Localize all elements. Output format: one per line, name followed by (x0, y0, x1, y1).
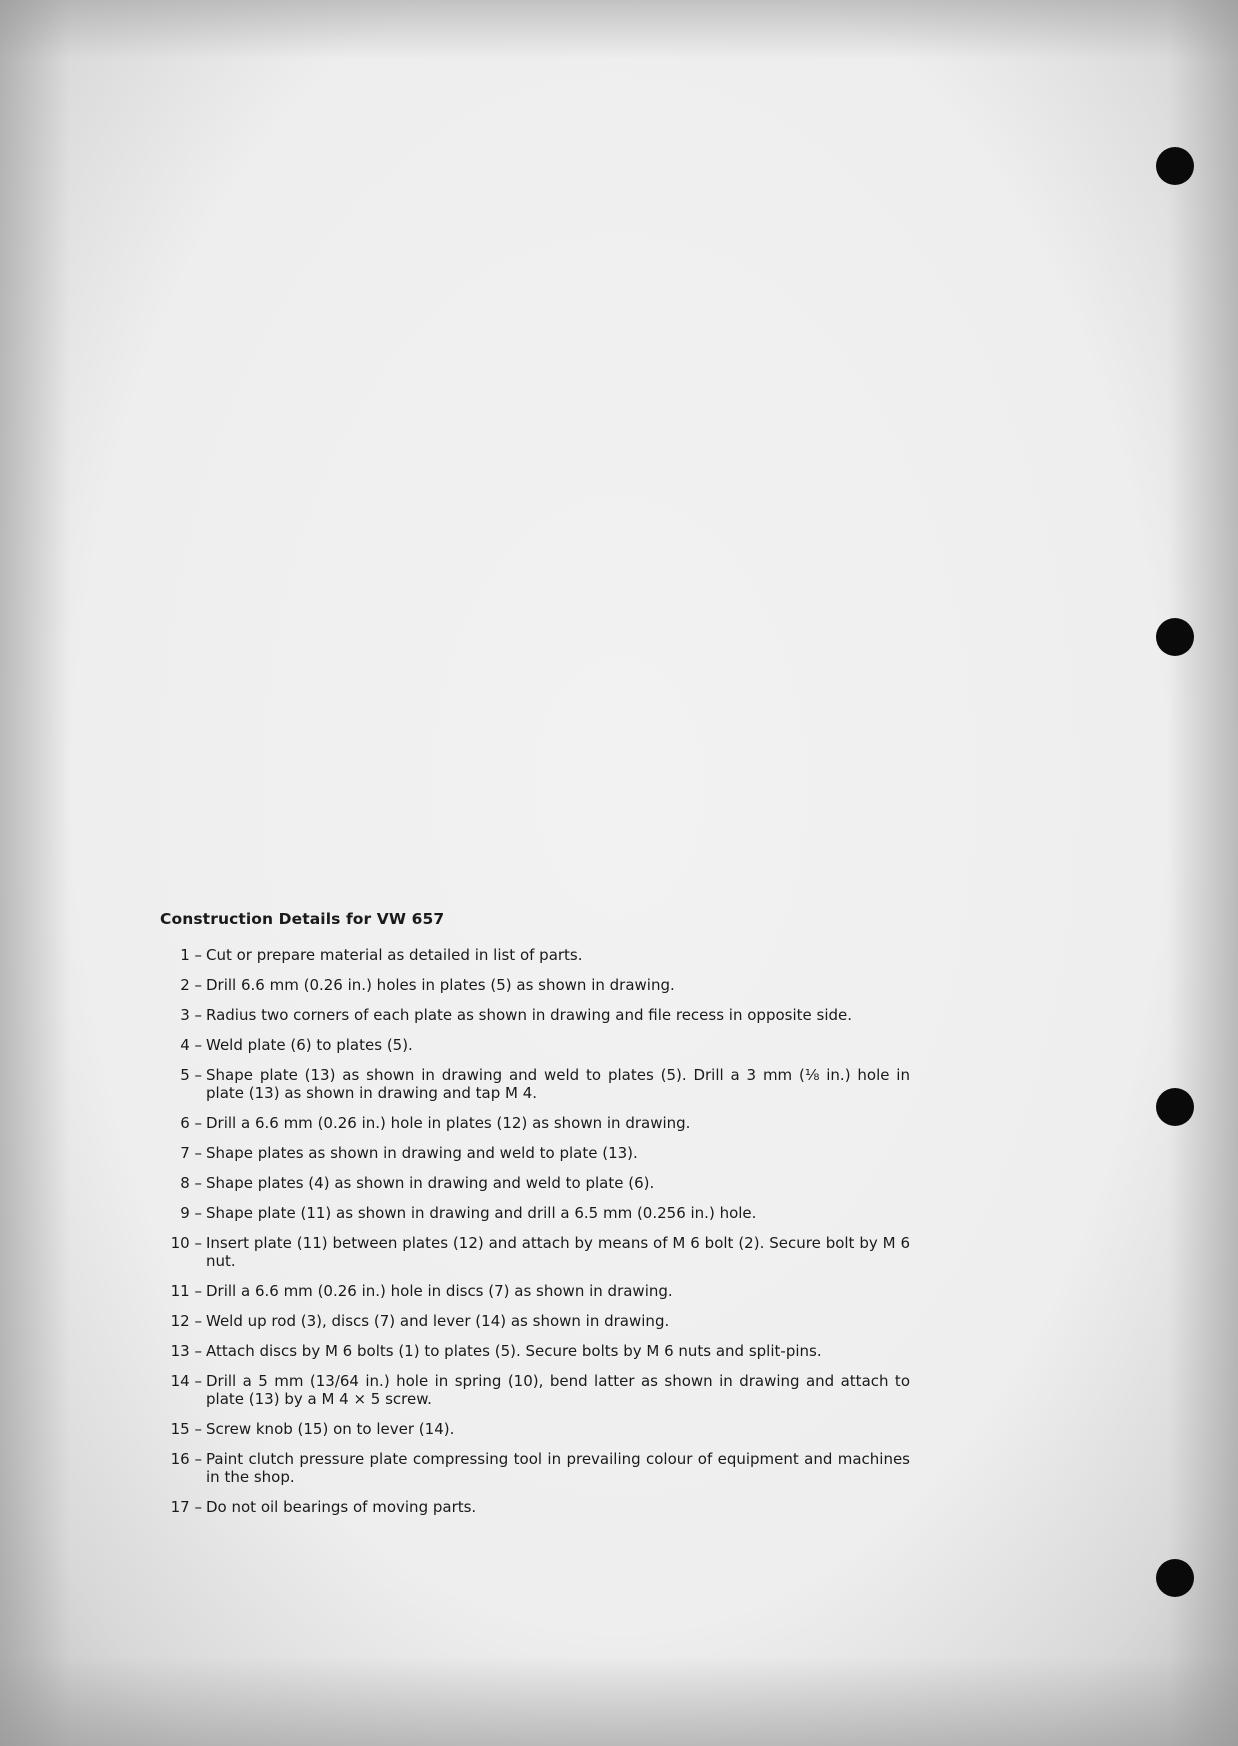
step-text: Radius two corners of each plate as shown in drawing and file recess in opposite side. (206, 1006, 853, 1024)
step-number: 4 – (180, 1036, 202, 1054)
step-text: Paint clutch pressure plate compressing tool in prevailing colour of equipment and machines in the shop. (206, 1450, 910, 1486)
step-item (160, 1312, 910, 1330)
punch-hole-icon (1156, 1559, 1194, 1597)
step-number: 9 – (180, 1204, 202, 1222)
step-text: Insert plate (11) between plates (12) and attach by means of M 6 bolt (2). Secure bolt by M 6 nut. (206, 1234, 910, 1270)
step-number: 3 – (180, 1006, 202, 1024)
step-text: Drill a 6.6 mm (0.26 in.) hole in discs (7) as shown in drawing. (206, 1282, 673, 1300)
step-text: Drill a 5 mm (13/64 in.) hole in spring (10), bend latter as shown in drawing and attach to plate (13) by a M 4 × 5 screw. (206, 1372, 910, 1408)
punch-hole-icon (1156, 618, 1194, 656)
step-item (160, 1144, 910, 1162)
punch-hole-icon (1156, 1088, 1194, 1126)
step-number: 13 – (170, 1342, 202, 1360)
step-text: Do not oil bearings of moving parts. (206, 1498, 477, 1516)
step-number: 1 – (180, 946, 202, 964)
step-number: 12 – (170, 1312, 202, 1330)
step-number: 5 – (180, 1066, 202, 1084)
step-item (160, 1498, 910, 1516)
step-text: Shape plate (13) as shown in drawing and weld to plates (5). Drill a 3 mm (⅛ in.) hole in plate (13) as shown in drawing and tap M 4. (206, 1066, 910, 1102)
step-number: 17 – (170, 1498, 202, 1516)
step-text: Drill a 6.6 mm (0.26 in.) hole in plates (12) as shown in drawing. (206, 1114, 691, 1132)
step-number: 10 – (170, 1234, 202, 1252)
step-item (160, 1066, 910, 1102)
step-number: 7 – (180, 1144, 202, 1162)
step-text: Weld plate (6) to plates (5). (206, 1036, 413, 1054)
step-text: Shape plate (11) as shown in drawing and drill a 6.5 mm (0.256 in.) hole. (206, 1204, 757, 1222)
step-item (160, 1450, 910, 1486)
section-heading: Construction Details for VW 657 (160, 910, 445, 928)
step-item (160, 976, 910, 994)
step-item (160, 1342, 910, 1360)
step-item (160, 946, 910, 964)
punch-hole-icon (1156, 147, 1194, 185)
step-number: 8 – (180, 1174, 202, 1192)
step-item (160, 1174, 910, 1192)
step-text: Weld up rod (3), discs (7) and lever (14) as shown in drawing. (206, 1312, 670, 1330)
step-number: 2 – (180, 976, 202, 994)
construction-details-section (160, 910, 910, 1528)
step-text: Cut or prepare material as detailed in list of parts. (206, 946, 583, 964)
step-item (160, 1006, 910, 1024)
step-text: Screw knob (15) on to lever (14). (206, 1420, 455, 1438)
step-text: Shape plates as shown in drawing and weld to plate (13). (206, 1144, 638, 1162)
step-item (160, 1282, 910, 1300)
step-item (160, 1036, 910, 1054)
step-number: 14 – (170, 1372, 202, 1390)
step-number: 11 – (170, 1282, 202, 1300)
step-item (160, 1372, 910, 1408)
steps-list (160, 946, 910, 1516)
step-text: Shape plates (4) as shown in drawing and weld to plate (6). (206, 1174, 655, 1192)
step-item (160, 1114, 910, 1132)
step-number: 15 – (170, 1420, 202, 1438)
step-item (160, 1204, 910, 1222)
step-text: Drill 6.6 mm (0.26 in.) holes in plates (5) as shown in drawing. (206, 976, 675, 994)
step-item (160, 1234, 910, 1270)
step-number: 16 – (170, 1450, 202, 1468)
step-item (160, 1420, 910, 1438)
step-number: 6 – (180, 1114, 202, 1132)
step-text: Attach discs by M 6 bolts (1) to plates (5). Secure bolts by M 6 nuts and split-pins. (206, 1342, 822, 1360)
